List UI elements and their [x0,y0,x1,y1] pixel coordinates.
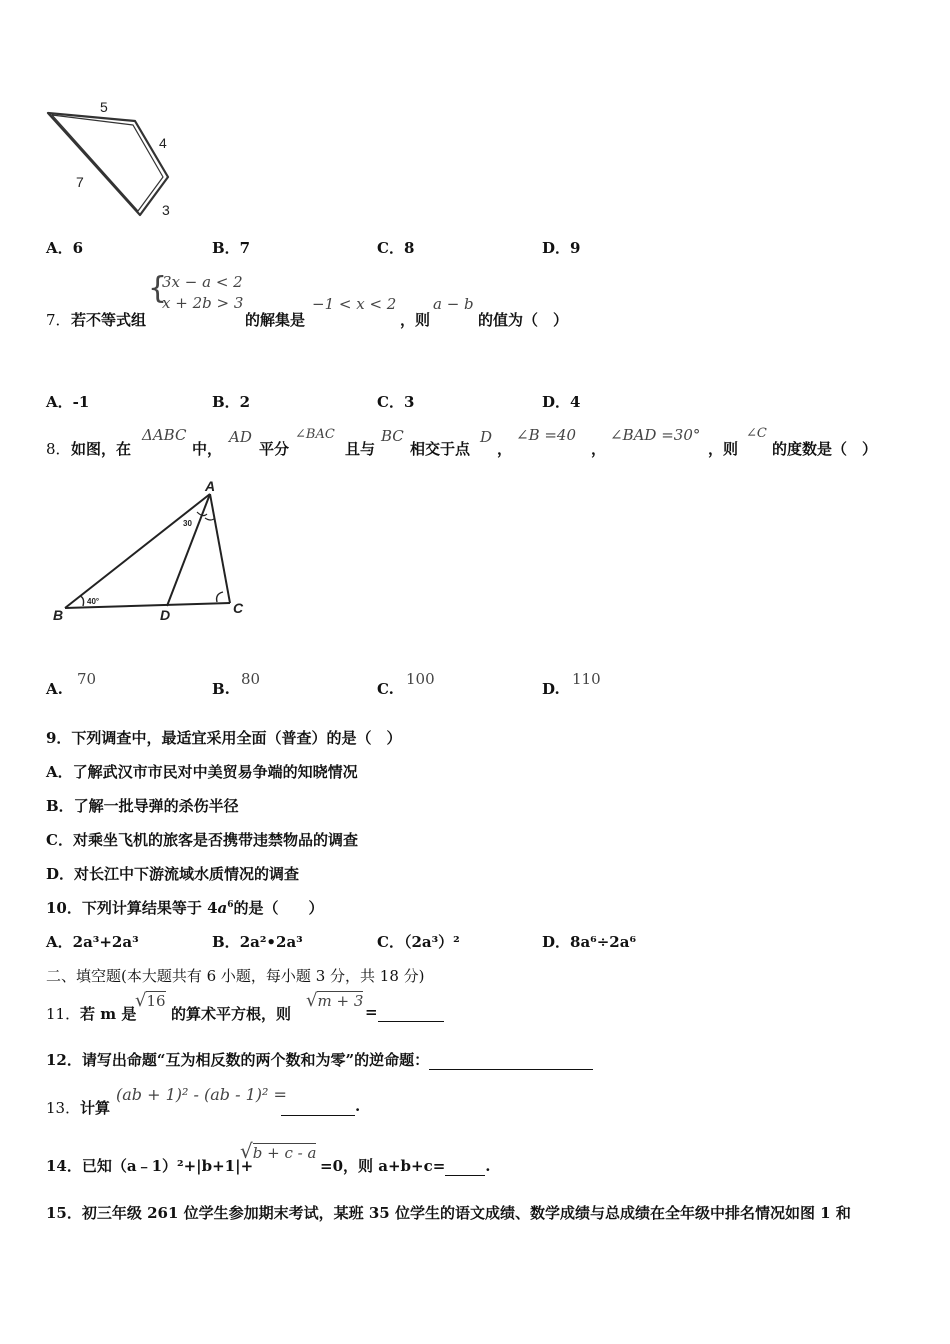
q11-text-mid: 的算术平方根，则 [171,1005,292,1023]
q7-text-post: 的值为（ ） [478,311,569,329]
q8-option-b-label[interactable]: B. [212,680,230,698]
q8-text-2: 中， [192,440,223,458]
q7-option-d[interactable]: D．4 [542,393,581,411]
q6-option-d[interactable]: D．9 [542,239,581,257]
q8-option-a-value: 70 [77,670,97,688]
q8-text-6: ， [497,440,513,458]
q10-option-b[interactable] [212,931,303,952]
q8-option-b-value: 80 [241,670,261,688]
q9-option-d[interactable]: D．对长江中下游流域水质情况的调查 [46,865,300,883]
q8-math-angle-bad: ∠BAD =30° [610,426,701,444]
solution-set: −1 < x < 2 [312,295,397,313]
q7-option-a[interactable]: A．-1 [46,393,90,411]
q8-text-1: 如图，在 [71,440,132,458]
q11-equals: = [365,1003,378,1021]
inequality-brace: { [148,271,168,306]
q7-option-b[interactable]: B．2 [212,393,251,411]
q13-answer-blank[interactable] [281,1097,355,1116]
q7-text-mid: 的解集是 [245,311,306,329]
q8-option-c-value: 100 [406,670,435,688]
q13-answer[interactable] [281,1097,360,1116]
q8-text-5: 相交于点 [410,440,471,458]
vertex-b: B [53,607,64,623]
q6-option-a[interactable]: A．6 [46,239,84,257]
q8-number: 8． [46,440,71,458]
q13-expression: (ab + 1)² - (ab - 1)² = [116,1085,287,1104]
q8-option-a-label[interactable]: A. [46,680,63,698]
q9-option-c[interactable]: C．对乘坐飞机的旅客是否携带违禁物品的调查 [46,831,358,849]
q8-math-ad: AD [229,428,252,446]
q10-option-d-text: 8a⁶÷2a⁶ [570,933,637,951]
q8-text-7: ， [591,440,607,458]
sqrt-m-radicand: m + 3 [317,992,364,1010]
q8-text-8: ，则 [708,440,739,458]
q14-answer[interactable] [320,1155,491,1176]
q8-math-angle-c: ∠C [746,426,767,441]
q10-option-a-text: 2a³+2a³ [72,933,139,951]
q10-option-d-label: D． [542,933,571,951]
vertex-c: C [233,600,244,616]
angle-label-40: 40° [87,597,100,606]
q14-period: . [485,1157,491,1175]
q10-option-a[interactable] [46,931,139,952]
q8-math-bc: BC [381,427,404,445]
side-label-bottom: 3 [162,202,170,218]
q8-text-4: 且与 [345,440,376,458]
q14-text-post: =0，则 a+b+c= [320,1157,446,1175]
q12-stem [46,1049,593,1070]
q10-option-a-label: A． [46,933,73,951]
q8-text-9: 的度数是（ ） [772,440,878,458]
q13-number: 13． [46,1099,81,1117]
q9-option-b[interactable]: B．了解一批导弹的杀伤半径 [46,797,239,815]
q7-option-c[interactable]: C．3 [377,393,415,411]
sqrt-m-plus-3: √m + 3 [306,990,364,1011]
side-label-right: 4 [159,135,167,151]
q8-option-c-label[interactable]: C. [377,680,394,698]
vertex-d: D [160,607,171,623]
q12-answer-blank[interactable] [429,1051,593,1070]
q8-math-d: D [480,428,493,446]
sqrt-16-radicand: 16 [146,992,166,1010]
expression-a-minus-b: a − b [433,295,474,313]
angle-label-30: 30 [183,519,192,528]
q10-stem-post: 的是（ ） [233,899,324,917]
q11-text-pre: 若 m 是 [80,1005,137,1023]
q6-option-c[interactable]: C．8 [377,239,415,257]
q7-text-pre: 若不等式组 [71,311,147,329]
q12-text: 12．请写出命题“互为相反数的两个数和为零”的逆命题： [46,1051,430,1069]
q10-stem: 10．下列计算结果等于 $4a^6$的是（ ） [46,899,324,917]
q11-answer[interactable] [365,1003,444,1022]
q9-stem: 9．下列调查中，最适宜采用全面（普查）的是（ ） [46,729,402,747]
q10-option-b-label: B． [212,933,240,951]
q14-text-pre: 14．已知（a﹣1）²+|b+1|+ [46,1157,254,1175]
q6-option-b[interactable]: B．7 [212,239,251,257]
side-label-left: 7 [76,174,84,190]
side-label-top: 5 [100,99,108,115]
q9-option-a[interactable]: A．了解武汉市市民对中美贸易争端的知晓情况 [46,763,358,781]
q10-option-b-text: 2a²•2a³ [239,933,303,951]
q13-period: . [355,1097,361,1115]
q10-option-c[interactable] [377,931,460,952]
sqrt-b-plus-c-minus-a: √b + c - a [240,1139,317,1163]
q10-option-c-label: C． [377,933,404,951]
q14-radicand: b + c - a [252,1144,317,1162]
q10-option-d[interactable] [542,931,636,952]
q11-answer-blank[interactable] [378,1003,444,1022]
q10-option-c-text: （2a³）² [403,933,460,951]
quadrilateral-figure [40,95,190,225]
sqrt-16: √16 [135,990,166,1011]
q8-math-angle-bac: ∠BAC [295,427,335,442]
q7-number: 7． [46,311,71,329]
q8-option-d-value: 110 [572,670,601,688]
inequality-2: x + 2b > 3 [162,294,244,312]
vertex-a: A [205,478,216,494]
q15-stem: 15．初三年级 261 位学生参加期末考试，某班 35 位学生的语文成绩、数学成绩与总成绩在全年级中排名情况如图 1 和 [46,1204,851,1222]
q8-option-d-label[interactable]: D. [542,680,560,698]
q14-answer-blank[interactable] [445,1157,485,1176]
q8-math-angle-b: ∠B =40 [516,426,577,444]
q10-stem-pre: 10．下列计算结果等于 4 [46,899,218,917]
section-2-heading: 二、填空题(本大题共有 6 小题，每小题 3 分，共 18 分) [46,967,425,985]
q11-number: 11． [46,1005,81,1023]
q8-math-triangle: ΔABC [142,426,187,444]
triangle-figure [45,478,255,628]
q7-text-then: ，则 [400,311,431,329]
q13-text-pre: 计算 [80,1099,111,1117]
inequality-1: 3x − a < 2 [162,273,243,291]
q8-text-3: 平分 [259,440,290,458]
